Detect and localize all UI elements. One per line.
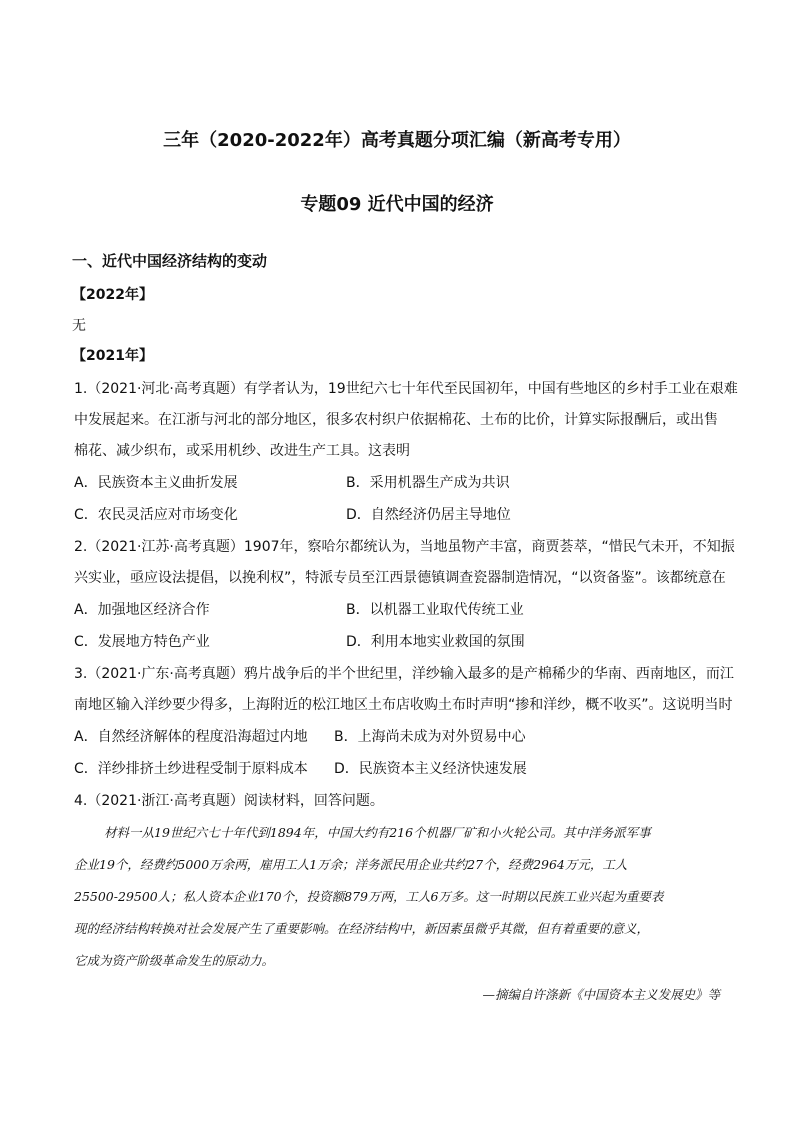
question-2-line-1: 2.（2021·江苏·高考真题）1907年，察哈尔都统认为，当地虽物产丰富，商贾荟萃，“惜民气未开，不知振 [74,539,735,555]
material-source: —摘编自许涤新《中国资本主义发展史》等 [482,987,720,1002]
year-label-2022: 【2022年】 [72,287,153,303]
material-line-1: 材料一从19世纪六七十年代到1894年，中国大约有216个机器厂矿和小火轮公司。其中洋务派军事 [104,825,651,840]
question-1-option-b: B．采用机器生产成为共识 [346,475,510,491]
question-3-option-b: B．上海尚未成为对外贸易中心 [334,729,526,745]
question-4-intro: 4.（2021·浙江·高考真题）阅读材料，回答问题。 [74,793,384,809]
question-1-line-1: 1.（2021·河北·高考真题）有学者认为，19世纪六七十年代至民国初年，中国有些地区的乡村手工业在艰难 [74,381,738,397]
year-2022-content: 无 [72,318,86,334]
document-title: 三年（2020-2022年）高考真题分项汇编（新高考专用） [163,130,631,151]
material-line-3: 25500-29500人；私人资本企业170个，投资额879万两，工人6万多。这一时期以民族工业兴起为重要表 [74,889,664,904]
question-2-option-b: B．以机器工业取代传统工业 [346,602,524,618]
question-2-option-d: D．利用本地实业救国的氛围 [346,634,525,650]
question-3-line-1: 3.（2021·广东·高考真题）鸦片战争后的半个世纪里，洋纱输入最多的是产棉稀少的华南、西南地区，而江 [74,666,734,682]
material-line-4: 现的经济结构转换对社会发展产生了重要影响。在经济结构中，新因素虽微乎其微，但有着重要的意义， [74,921,650,936]
question-1-line-2: 中发展起来。在江浙与河北的部分地区，很多农村织户依据棉花、土布的比价，计算实际报酬后，或出售 [74,412,718,428]
question-1-option-c: C．农民灵活应对市场变化 [74,507,238,523]
question-3-option-c: C．洋纱排挤土纱进程受制于原料成本 [74,761,308,777]
section-heading: 一、近代中国经济结构的变动 [72,252,268,270]
question-1-option-d: D．自然经济仍居主导地位 [346,507,511,523]
question-2-option-c: C．发展地方特色产业 [74,634,210,650]
topic-title: 专题09 近代中国的经济 [300,194,494,215]
question-1-line-3: 棉花、减少织布，或采用机纱、改进生产工具。这表明 [74,443,410,459]
question-3-option-d: D．民族资本主义经济快速发展 [334,761,527,777]
question-2-line-2: 兴实业，亟应设法提倡，以挽利权”，特派专员至江西景德镇调查瓷器制造情况，“以资备鉴”。该都统意在 [74,570,726,586]
year-label-2021: 【2021年】 [72,348,153,364]
question-3-line-2: 南地区输入洋纱要少得多，上海附近的松江地区土布店收购土布时声明“掺和洋纱，概不收买”。这说明当时 [74,697,733,713]
material-line-2: 企业19个，经费约5000万余两，雇用工人1万余；洋务派民用企业共约27个，经费2964万元，工人 [74,857,628,872]
question-1-option-a: A．民族资本主义曲折发展 [74,475,238,491]
material-line-5: 它成为资产阶级革命发生的原动力。 [74,953,275,968]
question-3-option-a: A．自然经济解体的程度沿海超过内地 [74,729,308,745]
question-2-option-a: A．加强地区经济合作 [74,602,210,618]
